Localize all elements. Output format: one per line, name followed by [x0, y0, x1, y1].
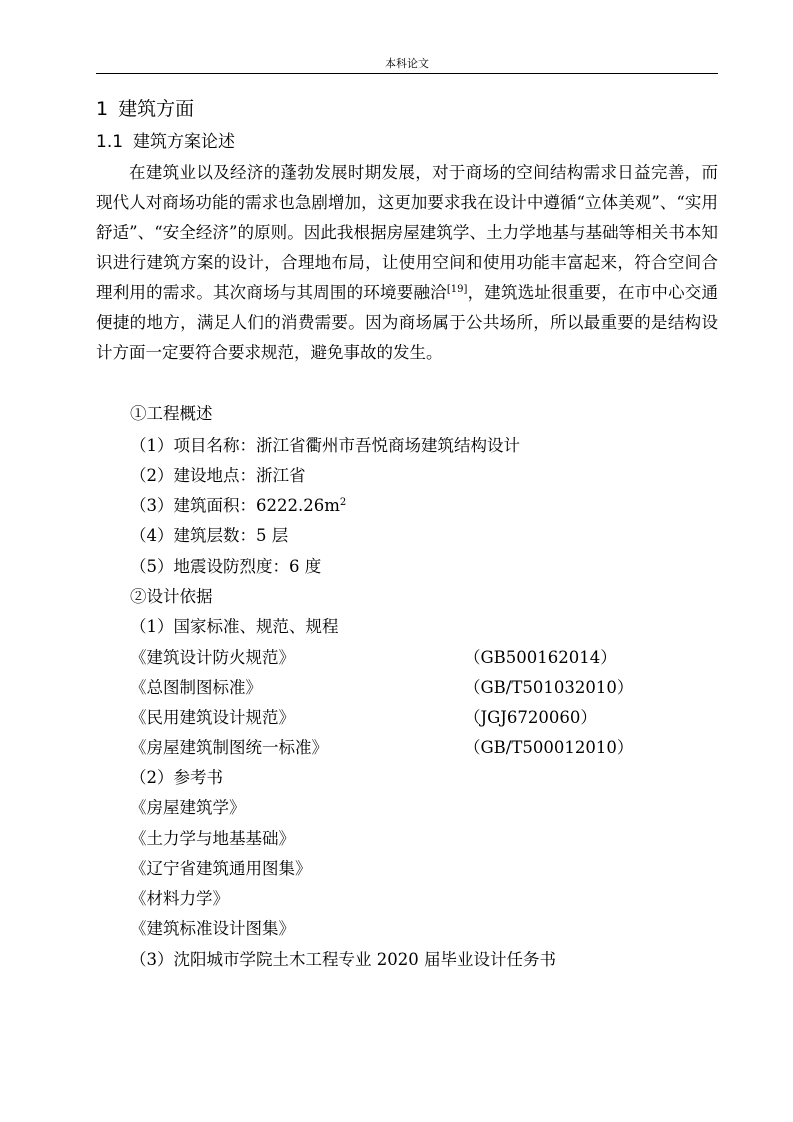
overview-item-area	[130, 491, 346, 521]
overview-item-project-name: （1）项目名称：浙江省衢州市吾悦商场建筑结构设计	[130, 436, 520, 455]
book-item: 《房屋建筑学》	[130, 798, 246, 817]
area-superscript: 2	[339, 497, 347, 508]
book-item: 《建筑标准设计图集》	[130, 919, 295, 938]
standard-name: 《民用建筑设计规范》	[130, 708, 295, 727]
book-item: 《土力学与地基基础》	[130, 829, 295, 848]
page-header: 本科论文	[385, 57, 429, 70]
standard-code: （GB/T501032010）	[464, 678, 634, 697]
subsection-heading	[96, 129, 235, 155]
section-heading	[96, 95, 194, 123]
area-text: （3）建筑面积：6222.26m	[130, 496, 340, 515]
paragraph-text-2: ，建筑选址很重要，在市中心交通便捷的地方，满足人们的消费需要。因为商场属于公共场所，所以最重要的是结构设计方面一定要符合要求规范，避免事故的发生。	[96, 283, 719, 362]
section-number: 1	[96, 98, 109, 120]
task-item: （3）沈阳城市学院土木工程专业 2020 届毕业设计任务书	[130, 950, 556, 969]
paragraph-text-1: 在建筑业以及经济的蓬勃发展时期发展，对于商场的空间结构需求日益完善，而现代人对商场功能的需求也急剧增加，这更加要求我在设计中遵循“立体美观”、“实用舒适”、“安全经济”的原则。因此我根据房屋建筑学、土力学地基与基础等相关书本知识进行建筑方案的设计，合理地布局，让使用空间和使用功能丰富起来，符合空间合理利用的需求。其次商场与其周围的环境要融洽	[96, 163, 718, 302]
header-divider	[96, 73, 718, 74]
subsection-number: 1.1	[96, 132, 124, 152]
standard-code: （GB/T500012010）	[464, 738, 634, 757]
overview-item-seismic: （5）地震设防烈度：6 度	[130, 557, 322, 576]
overview-heading: ①工程概述	[130, 404, 213, 423]
section-title: 建筑方面	[118, 98, 195, 120]
books-heading: （2）参考书	[130, 768, 223, 787]
standard-code: （GB500162014）	[464, 648, 617, 667]
book-item: 《材料力学》	[130, 889, 229, 908]
overview-item-floors: （4）建筑层数：5 层	[130, 526, 289, 545]
standard-name: 《房屋建筑制图统一标准》	[130, 738, 328, 757]
basis-heading: ②设计依据	[130, 587, 213, 606]
body-paragraph	[96, 158, 718, 368]
overview-item-location: （2）建设地点：浙江省	[130, 466, 306, 485]
standard-name: 《总图制图标准》	[130, 678, 262, 697]
standard-code: （JGJ6720060）	[464, 708, 597, 727]
standards-heading: （1）国家标准、规范、规程	[130, 617, 339, 636]
standard-name: 《建筑设计防火规范》	[130, 648, 295, 667]
book-item: 《辽宁省建筑通用图集》	[130, 859, 312, 878]
subsection-title: 建筑方案论述	[133, 132, 236, 152]
citation-ref: [19]	[446, 284, 468, 295]
